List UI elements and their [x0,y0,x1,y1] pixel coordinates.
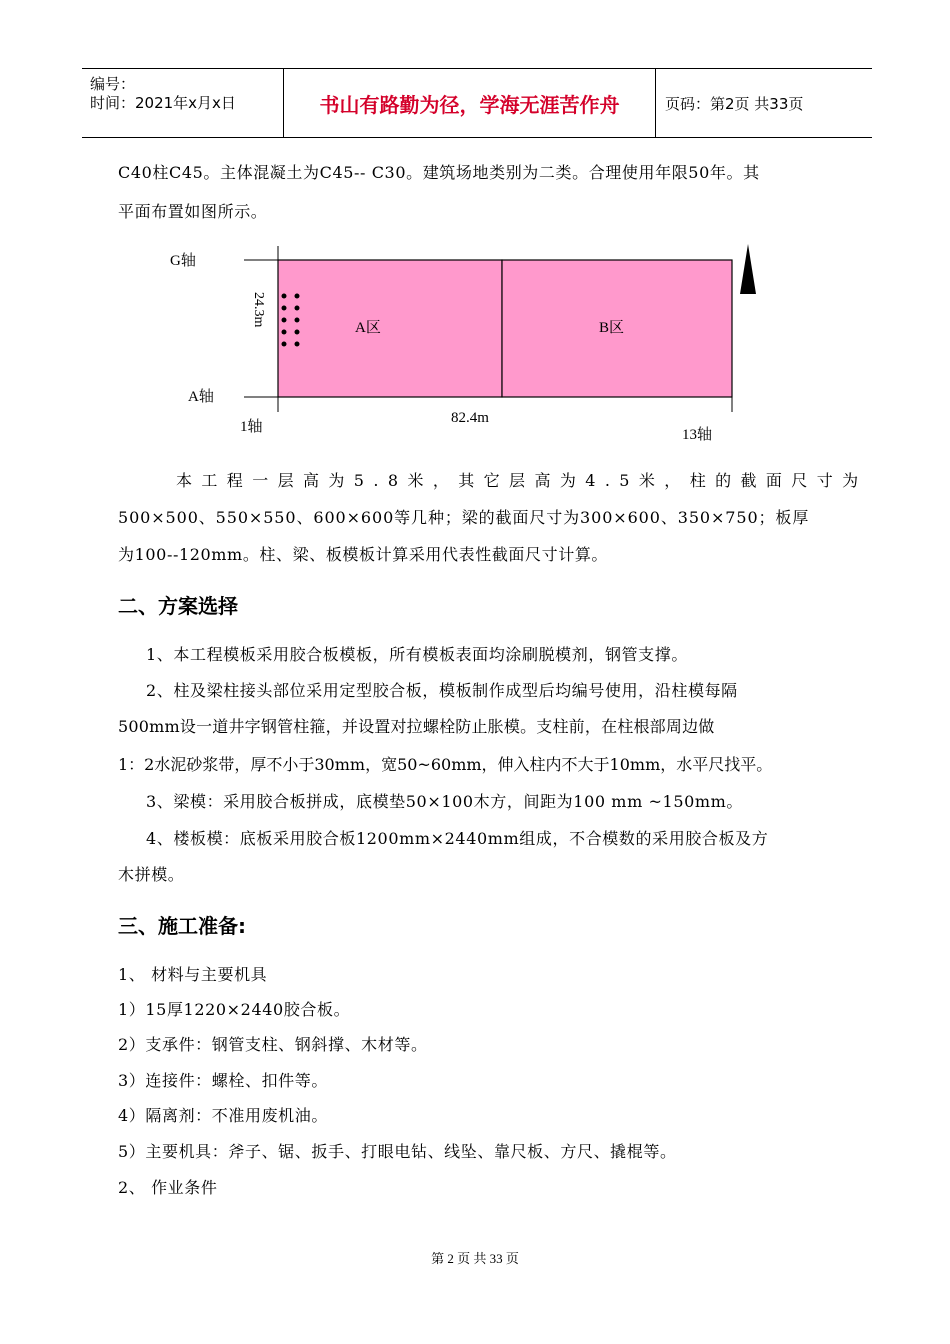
para1-line-2: 500×500、550×550、600×600等几种；梁的截面尺寸为300×600、350×750；板厚 [118,508,810,527]
zone-a-area [278,260,502,397]
section-3-item-5: 5）主要机具：斧子、锯、扳手、打眼电钻、线坠、靠尺板、方尺、撬棍等。 [118,1142,677,1161]
section-3-sub-1: 1、 材料与主要机具 [118,965,268,984]
section-2-item-2-line-2: 500mm设一道井字钢管柱箍，并设置对拉螺栓防止胀模。支柱前，在柱根部周边做 [118,717,715,736]
north-arrow-icon [740,244,756,294]
page-footer: 第 2 页 共 33 页 [431,1251,519,1266]
section-3-sub-2: 2、 作业条件 [118,1178,218,1197]
site-plan-diagram [160,236,780,451]
section-2-item-1: 1、本工程模板采用胶合板模板，所有模板表面均涂刷脱模剂，钢管支撑。 [146,645,688,664]
intro-line-2: 平面布置如图所示。 [118,202,268,221]
zone-a-label: A区 [355,320,381,336]
section-3-item-3: 3）连接件：螺栓、扣件等。 [118,1071,328,1090]
width-dimension-label: 82.4m [451,410,489,426]
section-2-item-3: 3、梁模：采用胶合板拼成，底模垫50×100木方，间距为100 mm ~150mm。 [146,792,744,811]
section-2-item-2-line-3: 1：2水泥砂浆带，厚不小于30mm，宽50~60mm，伸入柱内不大于10mm，水平尺找平。 [118,755,773,774]
header-motto: 书山有路勤为径，学海无涯苦作舟 [283,69,656,137]
axis-13-label: 13轴 [682,427,713,443]
zone-b-label: B区 [599,320,625,336]
section-2-title: 二、方案选择 [118,594,238,618]
section-2-item-4-line-2: 木拼模。 [118,865,185,884]
axis-1-label: 1轴 [240,419,263,435]
header-number-label: 编号： [90,75,136,93]
header-page-label: 页码：第2页 共33页 [665,94,804,113]
header-left-cell [82,69,283,137]
height-dimension-label: 24.3m [251,292,266,328]
section-3-item-4: 4）隔离剂：不准用废机油。 [118,1106,328,1125]
para1-line-3: 为100--120mm。柱、梁、板模板计算采用代表性截面尺寸计算。 [118,545,609,564]
section-3-title: 三、施工准备: [118,914,246,938]
g-axis-label: G轴 [170,253,196,269]
section-2-item-2-line-1: 2、柱及梁柱接头部位采用定型胶合板，模板制作成型后均编号使用，沿柱模每隔 [146,681,738,700]
document-header [82,68,872,138]
a-axis-label: A轴 [188,389,214,405]
header-date: 时间：2021年x月x日 [90,94,236,112]
section-3-item-2: 2）支承件：钢管支柱、钢斜撑、木材等。 [118,1035,428,1054]
section-3-item-1: 1）15厚1220×2440胶合板。 [118,1000,351,1019]
para1-line-1: 本工程一层高为5.8米，其它层高为4.5米，柱的截面尺寸为 [176,471,868,490]
section-2-item-4-line-1: 4、楼板模：底板采用胶合板1200mm×2440mm组成，不合模数的采用胶合板及方 [146,829,769,848]
intro-line-1: C40柱C45。主体混凝土为C45-- C30。建筑场地类别为二类。合理使用年限50年。其 [118,163,760,182]
